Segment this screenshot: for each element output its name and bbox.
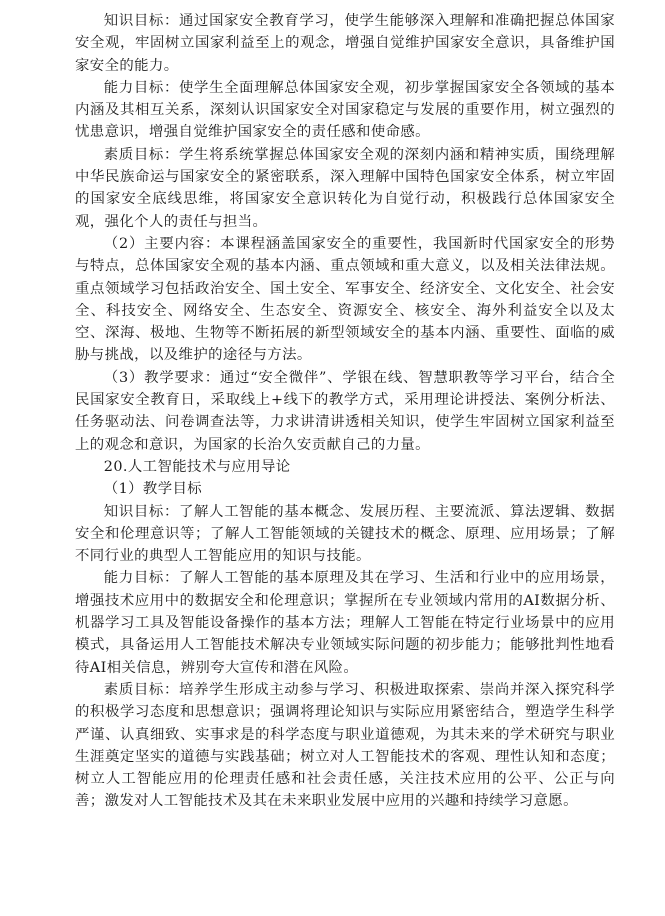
knowledge-goal-paragraph: 知识目标：通过国家安全教育学习，使学生能够深入理解和准确把握总体国家安全观，牢固树立国家利益至上的观念，增强自觉维护国家安全意识，具备维护国家安全的能力。	[75, 13, 615, 74]
teaching-requirements-paragraph: （3）教学要求：通过“安全微伴”、学银在线、智慧职教等学习平台，结合全民国家安全教育日，采取线上+线下的教学方式，采用理论讲授法、案例分析法、任务驱动法、问卷调查法等，力求讲清讲透相关知识，使学生牢固树立国家利益至上的观念和意识，为国家的长治久安贡献自己的力量。	[75, 369, 615, 453]
ai-ability-goal-paragraph: 能力目标：了解人工智能的基本原理及其在学习、生活和行业中的应用场景，增强技术应用中的数据安全和伦理意识；掌握所在专业领域内常用的AI数据分析、机器学习工具及智能设备操作的基本方法；理解人工智能在特定行业场景中的应用模式，具备运用人工智能技术解决专业领域实际问题的初步能力；能够批判性地看待AI相关信息，辨别夸大宣传和潜在风险。	[75, 570, 615, 676]
ai-knowledge-goal-paragraph: 知识目标：了解人工智能的基本概念、发展历程、主要流派、算法逻辑、数据安全和伦理意识等；了解人工智能领域的关键技术的概念、原理、应用场景；了解不同行业的典型人工智能应用的知识与技能。	[75, 503, 615, 565]
subsection-heading-teaching-goals: （1）教学目标	[103, 481, 203, 498]
ability-goal-paragraph: 能力目标：使学生全面理解总体国家安全观，初步掌握国家安全各领域的基本内涵及其相互关系，深刻认识国家安全对国家稳定与发展的重要作用，树立强烈的忧患意识，增强自觉维护国家安全的责任感和使命感。	[75, 79, 615, 141]
section-heading-ai: 20.人工智能技术与应用导论	[103, 458, 291, 475]
quality-goal-paragraph: 素质目标：学生将系统掌握总体国家安全观的深刻内涵和精神实质，围绕理解中华民族命运与国家安全的紧密联系，深入理解中国特色国家安全体系，树立牢固的国家安全底线思维，将国家安全意识转化为自觉行动，积极践行总体国家安全观，强化个人的责任与担当。	[75, 146, 615, 230]
ai-quality-goal-paragraph: 素质目标：培养学生形成主动参与学习、积极进取探索、崇尚并深入探究科学的积极学习态度和思想意识；强调将理论知识与实际应用紧密结合，塑造学生科学严谨、认真细致、实事求是的科学态度与职业道德观，为其未来的学术研究与职业生涯奠定坚实的道德与实践基础；树立对人工智能技术的客观、理性认知和态度；树立人工智能应用的伦理责任感和社会责任感，关注技术应用的公平、公正与向善；激发对人工智能技术及其在未来职业发展中应用的兴趣和持续学习意愿。	[75, 681, 615, 810]
main-content-paragraph: （2）主要内容：本课程涵盖国家安全的重要性，我国新时代国家安全的形势与特点，总体国家安全观的基本内涵、重点领域和重大意义，以及相关法律法规。重点领域学习包括政治安全、国土安全、军事安全、经济安全、文化安全、社会安全、科技安全、网络安全、生态安全、资源安全、核安全、海外利益安全以及太空、深海、极地、生物等不断拓展的新型领域安全的基本内涵、重要性、面临的威胁与挑战，以及维护的途径与方法。	[75, 235, 615, 364]
